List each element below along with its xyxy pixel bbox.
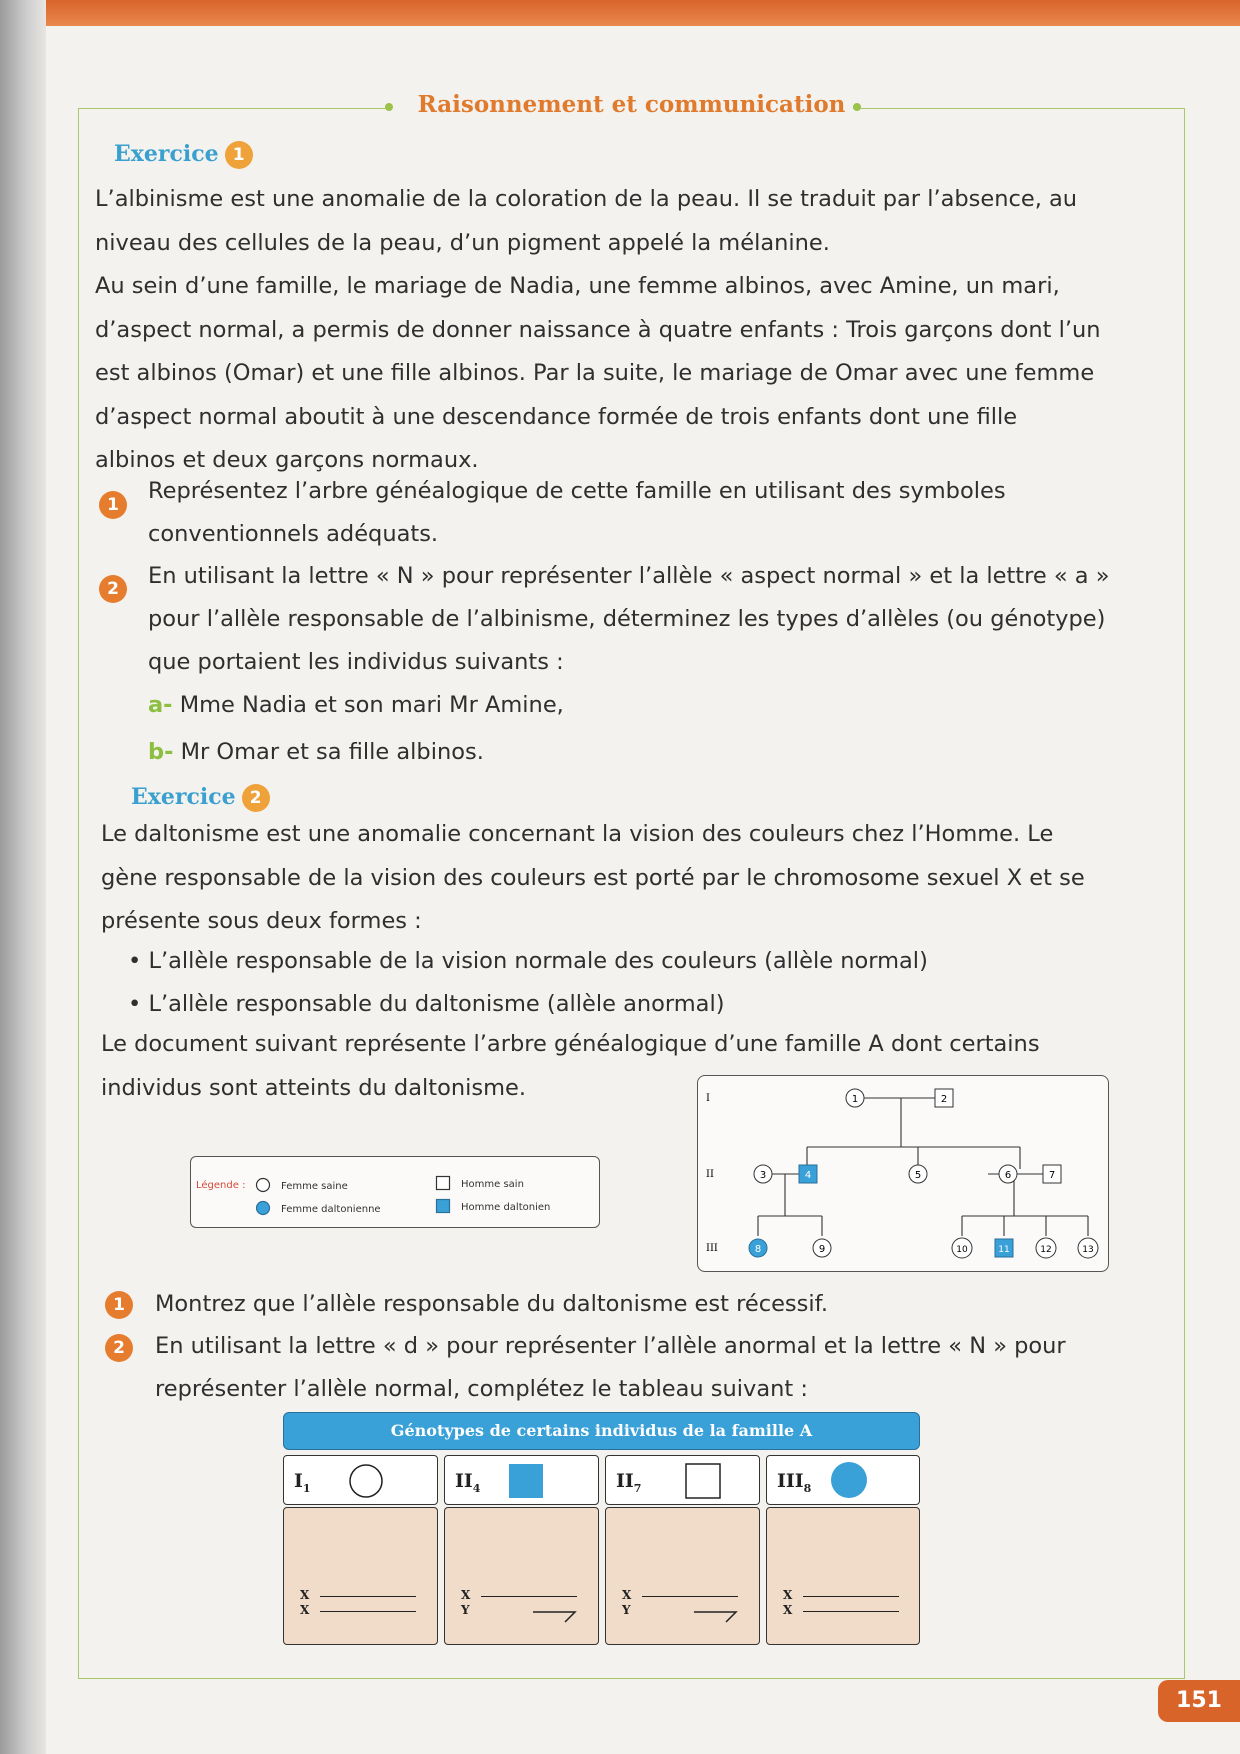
generation-label: III	[706, 1243, 718, 1254]
cell-label	[455, 1470, 480, 1495]
individual-4-affected	[799, 1165, 817, 1183]
affected-male-symbol-icon	[507, 1462, 547, 1500]
chromosome-line	[320, 1611, 416, 1612]
individual-label: 5	[914, 1170, 922, 1181]
question-line: représenter l’allèle normal, complétez le tableau suivant :	[155, 1376, 808, 1402]
bullet-abnormal-allele: • L’allèle responsable du daltonisme (allèle anormal)	[128, 991, 725, 1017]
sub-letter-a: a-	[148, 692, 173, 718]
intro-line: présente sous deux formes :	[101, 908, 422, 934]
affected-female-symbol-icon	[829, 1460, 871, 1500]
individual-index: 8	[803, 1481, 812, 1495]
individual-8-affected	[749, 1239, 767, 1257]
cell-label	[777, 1470, 811, 1495]
exercise-1-question-2	[148, 555, 1188, 774]
affected-male-symbol-icon	[435, 1198, 451, 1214]
individual-label: 11	[998, 1245, 1010, 1255]
genotype-table	[283, 1412, 920, 1647]
page-number: 151	[1158, 1680, 1240, 1722]
intro-line: niveau des cellules de la peau, d’un pigment appelé la mélanine.	[95, 229, 830, 256]
legend-label: Légende :	[196, 1180, 246, 1191]
generation-label: I	[706, 1093, 710, 1104]
cell-label	[294, 1470, 311, 1495]
individual-12	[1036, 1238, 1056, 1258]
individual-label: 13	[1082, 1245, 1094, 1255]
legend-femme-daltonienne: Femme daltonienne	[281, 1204, 381, 1215]
y-chromosome-line	[531, 1606, 579, 1624]
question-line: En utilisant la lettre « N » pour représenter l’allèle « aspect normal » et la lettre « a »	[148, 563, 1110, 589]
individual-label: 6	[1004, 1170, 1012, 1181]
sub-letter-b: b-	[148, 739, 174, 765]
table-title: Génotypes de certains individus de la famille A	[283, 1412, 920, 1450]
chromosome-line	[803, 1611, 899, 1612]
legend-homme-sain: Homme sain	[461, 1179, 524, 1190]
pedigree-chart	[697, 1075, 1109, 1272]
individual-5	[909, 1165, 927, 1183]
healthy-male-symbol-icon	[435, 1175, 451, 1191]
intro-line: Le daltonisme est une anomalie concernant la vision des couleurs chez l’Homme. Le	[101, 821, 1054, 847]
generation: III	[777, 1470, 804, 1492]
individual-label: 2	[940, 1094, 948, 1105]
bullet-normal-allele: • L’allèle responsable de la vision normale des couleurs (allèle normal)	[128, 948, 928, 974]
exercise-1-question-1	[148, 470, 1168, 556]
chromosome-label: Y	[461, 1603, 470, 1617]
exercise-1-intro	[95, 178, 1175, 483]
intro-line: d’aspect normal, a permis de donner naissance à quatre enfants : Trois garçons dont l’un	[95, 316, 1101, 343]
ex2-question-1-badge: 1	[105, 1291, 133, 1319]
individual-label: 12	[1040, 1245, 1052, 1255]
table-header-cell-I1	[283, 1455, 438, 1505]
individual-9	[813, 1239, 831, 1257]
chromosome-label: X	[300, 1603, 310, 1617]
cell-label	[616, 1470, 641, 1495]
doc-line: individus sont atteints du daltonisme.	[101, 1074, 526, 1101]
top-color-band	[0, 0, 1240, 26]
individual-3	[754, 1165, 772, 1183]
doc-line: Le document suivant représente l’arbre généalogique d’une famille A dont certains	[101, 1031, 1040, 1057]
individual-label: 4	[804, 1170, 812, 1181]
individual-1	[846, 1089, 864, 1107]
intro-line: gène responsable de la vision des couleurs est porté par le chromosome sexuel X et se	[101, 864, 1085, 891]
genotype-answer-cell-II7[interactable]	[605, 1507, 760, 1645]
exercise-1-number: 1	[225, 141, 253, 169]
pedigree-svg	[698, 1076, 1108, 1271]
individual-10	[952, 1238, 972, 1258]
generation: II	[616, 1470, 634, 1492]
exercise-2-question-1: Montrez que l’allèle responsable du daltonisme est récessif.	[155, 1291, 829, 1317]
chromosome-label: X	[622, 1588, 632, 1602]
legend-homme-daltonien: Homme daltonien	[461, 1202, 551, 1213]
question-2-badge: 2	[99, 575, 127, 603]
chromosome-label: Y	[622, 1603, 631, 1617]
individual-index: 1	[302, 1481, 311, 1495]
sub-text-a: Mme Nadia et son mari Mr Amine,	[179, 692, 564, 718]
individual-7	[1043, 1165, 1061, 1183]
chromosome-label: X	[783, 1603, 793, 1617]
individual-11-affected	[995, 1239, 1013, 1257]
intro-line: L’albinisme est une anomalie de la coloration de la peau. Il se traduit par l’absence, au	[95, 186, 1078, 212]
exercise-2-number: 2	[242, 784, 270, 812]
generation: I	[294, 1470, 303, 1492]
sub-text-b: Mr Omar et sa fille albinos.	[180, 739, 484, 765]
chromosome-line	[320, 1596, 416, 1597]
ex2-question-2-badge: 2	[105, 1334, 133, 1362]
exercise-2-label: Exercice	[131, 784, 236, 810]
chromosome-label: X	[461, 1588, 471, 1602]
bullet-text: L’allèle responsable de la vision normale des couleurs (allèle normal)	[148, 948, 928, 974]
exercise-1-title	[114, 141, 253, 169]
genotype-answer-cell-III8[interactable]	[766, 1507, 920, 1645]
question-line: Représentez l’arbre généalogique de cette famille en utilisant des symboles	[148, 478, 1006, 504]
genotype-answer-cell-II4[interactable]	[444, 1507, 599, 1645]
table-header-cell-III8	[766, 1455, 920, 1505]
question-line: En utilisant la lettre « d » pour représenter l’allèle anormal et la lettre « N » pour	[155, 1333, 1066, 1359]
healthy-male-symbol-icon	[684, 1462, 724, 1500]
exercise-2-question-2	[155, 1325, 1175, 1411]
generation-label: II	[706, 1169, 714, 1180]
genotype-answer-cell-I1[interactable]	[283, 1507, 438, 1645]
table-header-cell-II7	[605, 1455, 760, 1505]
exercise-1-label: Exercice	[114, 141, 219, 167]
individual-index: 7	[633, 1481, 642, 1495]
individual-label: 8	[754, 1244, 762, 1255]
chromosome-label: X	[783, 1588, 793, 1602]
sub-question-a	[148, 684, 1188, 727]
individual-label: 1	[851, 1094, 859, 1105]
exercise-2-title	[131, 784, 270, 812]
chromosome-line	[642, 1596, 738, 1597]
intro-line: est albinos (Omar) et une fille albinos. Par la suite, le mariage de Omar avec une femme	[95, 360, 1095, 386]
individual-label: 9	[818, 1244, 826, 1255]
individual-13	[1078, 1238, 1098, 1258]
question-line: que portaient les individus suivants :	[148, 649, 564, 675]
question-line: pour l’allèle responsable de l’albinisme, déterminez les types d’allèles (ou génotype)	[148, 606, 1106, 632]
page-gutter	[0, 0, 46, 1754]
individual-index: 4	[472, 1481, 481, 1495]
individual-label: 7	[1048, 1170, 1056, 1181]
chromosome-line	[803, 1596, 899, 1597]
exercise-2-intro	[101, 813, 1181, 944]
chromosome-label: X	[300, 1588, 310, 1602]
question-line: conventionnels adéquats.	[148, 521, 439, 547]
individual-6	[999, 1165, 1017, 1183]
healthy-female-symbol-icon	[255, 1177, 271, 1193]
affected-female-symbol-icon	[255, 1200, 271, 1216]
individual-label: 10	[956, 1245, 968, 1255]
healthy-female-symbol-icon	[348, 1463, 388, 1499]
table-header-cell-II4	[444, 1455, 599, 1505]
individual-2	[935, 1089, 953, 1107]
intro-line: Au sein d’une famille, le mariage de Nadia, une femme albinos, avec Amine, un mari,	[95, 273, 1060, 299]
question-1-badge: 1	[99, 491, 127, 519]
bullet-text: L’allèle responsable du daltonisme (allèle anormal)	[148, 991, 725, 1017]
y-chromosome-line	[692, 1606, 740, 1624]
intro-line: d’aspect normal aboutit à une descendance formée de trois enfants dont une fille	[95, 403, 1018, 430]
generation: II	[455, 1470, 473, 1492]
legend-femme-saine: Femme saine	[281, 1181, 348, 1192]
individual-label: 3	[759, 1170, 767, 1181]
section-title: Raisonnement et communication	[417, 91, 846, 118]
intro-line: albinos et deux garçons normaux.	[95, 447, 479, 473]
chromosome-line	[481, 1596, 577, 1597]
pedigree-legend	[190, 1156, 600, 1228]
sub-question-b	[148, 731, 1188, 774]
